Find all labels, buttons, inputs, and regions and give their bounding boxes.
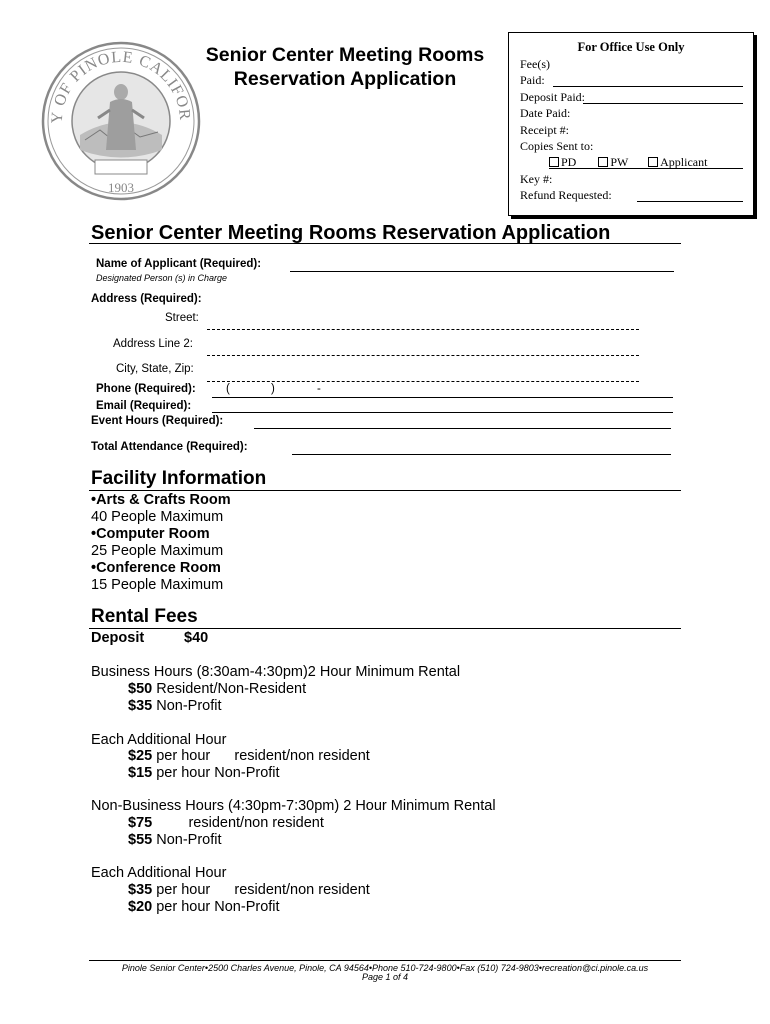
fee-text: per hour Non-Profit — [152, 765, 280, 781]
room-name: •Conference Room — [91, 560, 221, 576]
fee-line — [128, 748, 370, 764]
fee-amount: $20 — [128, 899, 153, 915]
office-receipt-label: Receipt #: — [520, 123, 569, 137]
fee-line — [128, 681, 306, 697]
office-refund-label: Refund Requested: — [520, 188, 612, 202]
fee-amount: $50 — [128, 681, 153, 697]
option-pw-label: PW — [610, 155, 629, 169]
fee-amount: $35 — [128, 882, 153, 898]
additional-hour-heading: Each Additional Hour — [91, 732, 227, 748]
fee-text: Non-Profit — [152, 698, 222, 714]
office-key-label: Key #: — [520, 172, 553, 186]
facility-title: Facility Information — [91, 468, 267, 489]
city-state-zip-label: City, State, Zip: — [116, 363, 194, 375]
street-field[interactable] — [207, 329, 639, 330]
deposit-label: Deposit — [91, 630, 145, 646]
fee-line — [128, 765, 280, 781]
fee-line — [128, 882, 370, 898]
name-label: Name of Applicant (Required): — [96, 258, 262, 270]
form-title: Senior Center Meeting Rooms Reservation Application — [91, 222, 611, 244]
event-hours-label: Event Hours (Required): — [91, 415, 224, 427]
office-deposit-paid-label: Deposit Paid: — [520, 90, 585, 104]
seal-ring-text: Y OF PINOLE CALIFOR — [48, 48, 194, 125]
facility-title-rule — [89, 490, 681, 491]
room-name: •Arts & Crafts Room — [91, 492, 231, 508]
phone-close-paren: ) — [271, 383, 275, 395]
event-hours-field[interactable] — [254, 428, 671, 429]
fee-amount: $75 — [128, 815, 153, 831]
non-business-hours-heading: Non-Business Hours (4:30pm-7:30pm) 2 Hour Minimum Rental — [91, 798, 496, 814]
attendance-label: Total Attendance (Required): — [91, 441, 248, 453]
office-copies-label: Copies Sent to: — [520, 139, 594, 153]
fee-line — [128, 832, 222, 848]
room-capacity: 15 People Maximum — [91, 577, 224, 593]
rental-fees-title: Rental Fees — [91, 606, 198, 627]
header-title-line2: Reservation Application — [233, 68, 457, 90]
phone-field[interactable] — [212, 397, 673, 398]
phone-dash: - — [317, 383, 321, 395]
footer-address: Pinole Senior Center•2500 Charles Avenue, Pinole, CA 94564•Phone 510-724-9800•Fax (510) 724-9803•recreation@ci.pinole.ca.us — [89, 960, 681, 973]
name-field[interactable] — [290, 271, 674, 272]
deposit-amount: $40 — [184, 630, 209, 646]
phone-label: Phone (Required): — [96, 383, 196, 395]
name-sublabel: Designated Person (s) in Charge — [96, 273, 228, 283]
rental-fees-rule — [89, 628, 681, 629]
business-hours-heading: Business Hours (8:30am-4:30pm)2 Hour Minimum Rental — [91, 664, 461, 680]
additional-hour-heading: Each Additional Hour — [91, 865, 227, 881]
room-name: •Computer Room — [91, 526, 210, 542]
option-pd-label: PD — [561, 155, 577, 169]
page-number: Page 1 of 4 — [361, 972, 409, 982]
room-capacity: 25 People Maximum — [91, 543, 224, 559]
office-use-title: For Office Use Only — [577, 40, 685, 54]
address-line2-label: Address Line 2: — [113, 338, 193, 350]
checkbox-pw[interactable] — [598, 157, 608, 167]
office-refund-field[interactable] — [637, 201, 743, 202]
option-applicant-label: Applicant — [660, 155, 708, 169]
fee-line — [128, 698, 222, 714]
email-field[interactable] — [212, 412, 673, 413]
address-line2-field[interactable] — [207, 355, 639, 356]
seal-year: 1903 — [108, 180, 134, 195]
office-fees: Fee(s) — [520, 57, 550, 71]
fee-amount: $35 — [128, 698, 153, 714]
street-label: Street: — [165, 312, 199, 324]
header-title-line1: Senior Center Meeting Rooms — [205, 44, 485, 66]
office-paid-field[interactable] — [553, 86, 743, 87]
fee-amount: $55 — [128, 832, 153, 848]
fee-text: per hour resident/non resident — [152, 748, 370, 764]
fee-text: per hour resident/non resident — [152, 882, 370, 898]
city-seal-logo — [40, 40, 202, 202]
facility-list — [91, 492, 231, 594]
office-date-paid-label: Date Paid: — [520, 106, 571, 120]
fee-amount: $25 — [128, 748, 153, 764]
office-copies-underline — [549, 168, 743, 169]
fee-line — [128, 899, 280, 915]
office-paid-label: Paid: — [520, 73, 545, 87]
form-title-rule — [89, 243, 681, 244]
city-state-zip-field[interactable] — [207, 381, 639, 382]
checkbox-applicant[interactable] — [648, 157, 658, 167]
fee-text: resident/non resident — [152, 815, 324, 831]
address-label: Address (Required): — [91, 293, 202, 305]
office-use-box — [508, 32, 754, 216]
header-title — [190, 43, 500, 91]
fee-text: Non-Profit — [152, 832, 222, 848]
attendance-field[interactable] — [292, 454, 671, 455]
checkbox-pd[interactable] — [549, 157, 559, 167]
email-label: Email (Required): — [96, 400, 192, 412]
phone-open-paren: ( — [226, 383, 230, 395]
fee-amount: $15 — [128, 765, 153, 781]
fee-text: Resident/Non-Resident — [152, 681, 307, 697]
office-deposit-paid-field[interactable] — [583, 103, 743, 104]
fee-text: per hour Non-Profit — [152, 899, 280, 915]
fee-line — [128, 815, 324, 831]
room-capacity: 40 People Maximum — [91, 509, 224, 525]
